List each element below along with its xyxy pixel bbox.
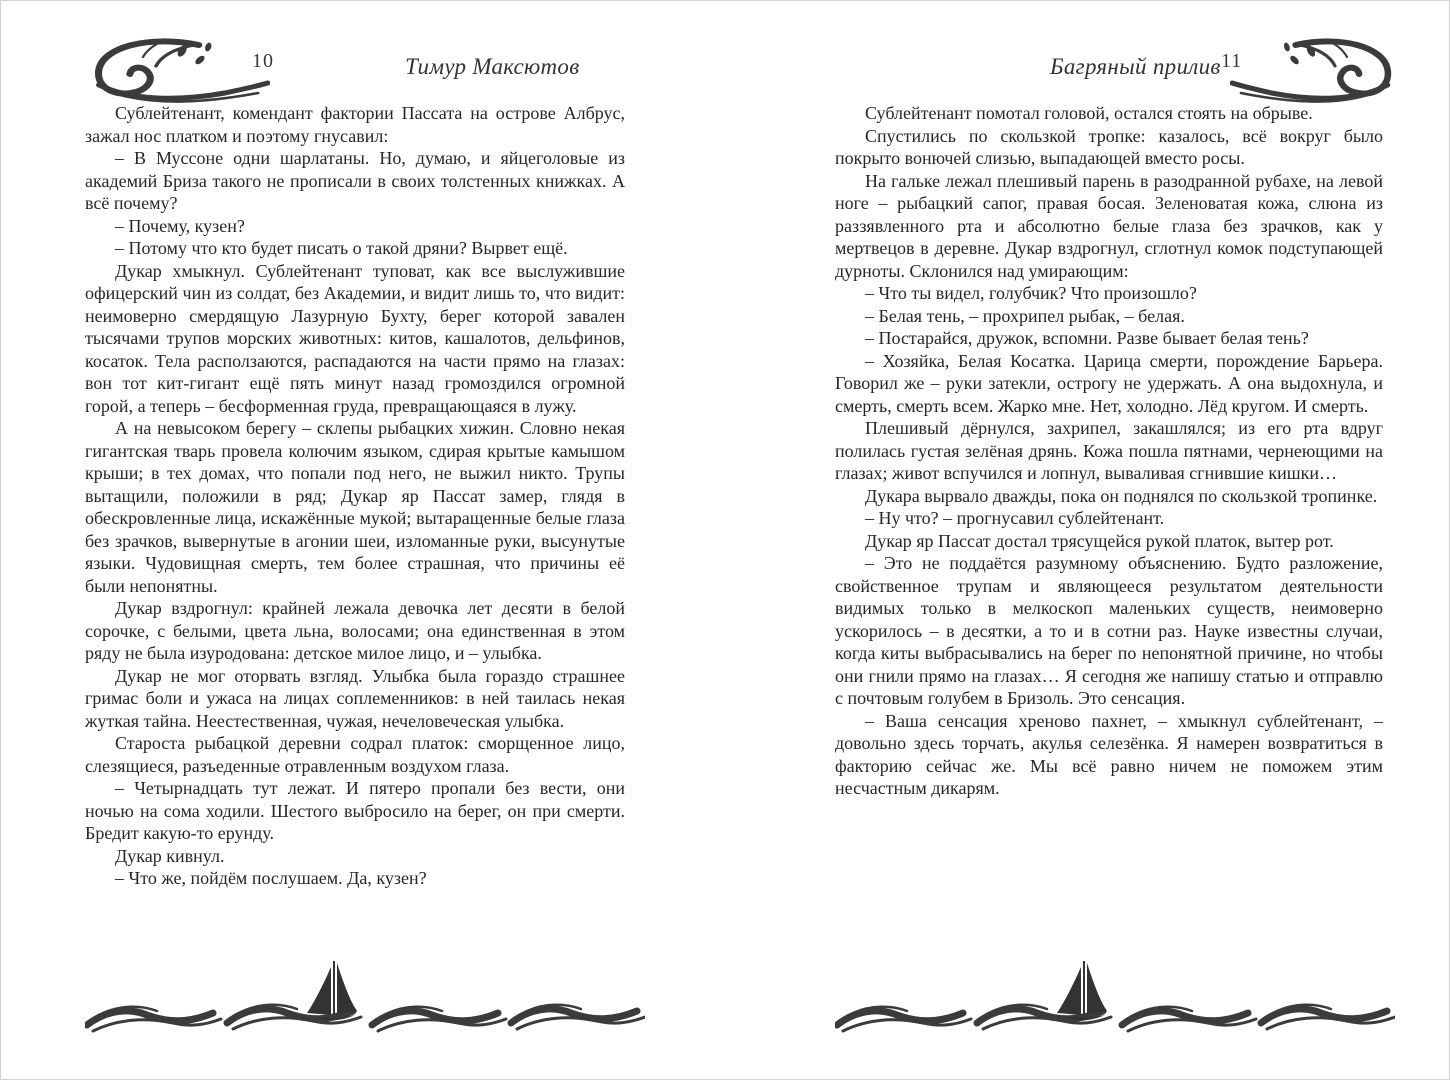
paragraph: – Четырнадцать тут лежат. И пятеро пропали без вести, они ночью на сома ходили. Шестого выбросило на берег, он при смерти. Бредит какую-то ерунду. bbox=[85, 778, 625, 843]
paragraph: Староста рыбацкой деревни содрал платок: сморщенное лицо, слезящиеся, разъеденные отравленным воздухом глаза. bbox=[85, 733, 625, 776]
running-head-title: Багряный прилив bbox=[1050, 54, 1221, 79]
paragraph: Дукар не мог оторвать взгляд. Улыбка была гораздо страшнее гримас боли и ужаса на лицах соплеменников: в ней таилась некая жуткая тайна. Неестественная, чужая, нечеловеческая улыбка. bbox=[85, 665, 625, 731]
paragraph: – В Муссоне одни шарлатаны. Но, думаю, и яйцеголовые из академий Бриза такого не прописали в своих толстенных книжках. А всё почему? bbox=[85, 148, 625, 213]
page-number-right: 11 bbox=[1221, 50, 1243, 72]
paragraph: – Что же, пойдём послушаем. Да, кузен? bbox=[115, 868, 427, 888]
paragraph: – Это не поддаётся разумному объяснению. Будто разложение, свойственное трупам и являющееся результатом деятельности видимых только в мелкоскоп маленьких существ, неимоверно ускорилось – в десятки, а то и в сотни раз. Науке известны случаи, когда киты выбрасывались на берег по непонятной причине, но чтобы они гнили прямо на глазах… Я сегодня же напишу статью и отправлю с почтовым голубем в Бризоль. Это сенсация. bbox=[835, 553, 1383, 708]
paragraph: Дукар яр Пассат достал трясущейся рукой платок, вытер рот. bbox=[865, 530, 1334, 551]
paragraph: Сублейтенант, комендант фактории Пассата на острове Албрус, зажал нос платком и поэтому гнусавил: bbox=[85, 103, 625, 146]
body-text-right bbox=[835, 102, 1383, 800]
running-head-author: Тимур Максютов bbox=[405, 54, 580, 79]
wave-flourish-icon bbox=[80, 33, 270, 103]
wave-band-sailboat-icon bbox=[85, 961, 645, 1041]
paragraph: – Что ты видел, голубчик? Что произошло? bbox=[865, 283, 1197, 303]
paragraph: – Потому что кто будет писать о такой дряни? Вырвет ещё. bbox=[115, 238, 568, 258]
paragraph: Дукар хмыкнул. Сублейтенант туповат, как все выслужившие офицерский чин из солдат, без Академии, и видит лишь то, что видит: неимоверно смердящую Лазурную Бухту, берег которой завален тысячами трупов морских животных: китов, кашалотов, дельфинов, косаток. Тела расползаются, распадаются на части прямо на глазах: вон тот кит-гигант ещё пять минут назад громоздился огромной горой, а теперь – бесформенная груда, превращающаяся в лужу. bbox=[85, 260, 625, 416]
page-number-left: 10 bbox=[252, 50, 274, 72]
paragraph: Дукар кивнул. bbox=[115, 845, 225, 866]
body-text-left bbox=[85, 102, 625, 890]
paragraph: – Постарайся, дружок, вспомни. Разве бывает белая тень? bbox=[865, 328, 1309, 348]
paragraph: – Хозяйка, Белая Косатка. Царица смерти, порождение Барьера. Говорил же – руки затекли, острогу не удержать. А она выдохнула, и смерть, смерть всем. Жарко мне. Нет, холодно. Лёд кругом. И смерть. bbox=[835, 350, 1383, 416]
paragraph: – Почему, кузен? bbox=[115, 215, 245, 236]
paragraph: Дукар вздрогнул: крайней лежала девочка лет десяти в белой сорочке, с белыми, цвета льна, волосами; она единственная в этом ряду не была изуродована: детское милое лицо, и – улыбка. bbox=[85, 598, 625, 663]
wave-flourish-icon bbox=[1230, 33, 1405, 103]
paragraph: – Белая тень, – прохрипел рыбак, – белая. bbox=[865, 305, 1185, 326]
paragraph: – Ну что? – прогнусавил сублейтенант. bbox=[865, 508, 1165, 528]
paragraph: Спустились по скользкой тропке: казалось, всё вокруг было покрыто вонючей слизью, выпадающей вместо росы. bbox=[835, 125, 1383, 168]
paragraph: Дукара вырвало дважды, пока он поднялся по скользкой тропинке. bbox=[865, 485, 1378, 506]
paragraph: На гальке лежал плешивый парень в разодранной рубахе, на левой ноге – рыбацкий сапог, правая босая. Зеленоватая кожа, слюна из раззявленного рта и абсолютно белые глаза без зрачков, как у мертвецов в деревне. Дукар вздрогнул, сглотнул комок подступающей дурноты. Склонился над умирающим: bbox=[835, 170, 1383, 281]
paragraph: – Ваша сенсация хреново пахнет, – хмыкнул сублейтенант, – довольно здесь торчать, акулья селезёнка. Я намерен возвратиться в факторию сейчас же. Мы всё равно ничем не поможем этим несчастным дикарям. bbox=[835, 710, 1383, 798]
paragraph: Сублейтенант помотал головой, остался стоять на обрыве. bbox=[865, 103, 1313, 123]
paragraph: Плешивый дёрнулся, захрипел, закашлялся; из его рта вдруг полилась густая зелёная дрянь. Кожа пошла пятнами, чернеющими на глазах; живот вспучился и лопнул, вываливая сгнившие кишки… bbox=[835, 418, 1383, 483]
paragraph: А на невысоком берегу – склепы рыбацких хижин. Словно некая гигантская тварь провела колючим языком, сдирая крытые камышом крыши; в тех домах, что попали под него, не выжил никто. Трупы вытащили, положили в ряд; Дукар яр Пассат замер, глядя в обескровленные лица, искажённые мукой; вытаращенные белые глаза без зрачков, вывернутые в агонии шеи, изломанные руки, высунутые языки. Чудовищная смерть, тем более страшная, что причины её были непонятны. bbox=[85, 418, 625, 596]
wave-band-sailboat-icon bbox=[835, 961, 1395, 1041]
page-right bbox=[725, 0, 1450, 1080]
